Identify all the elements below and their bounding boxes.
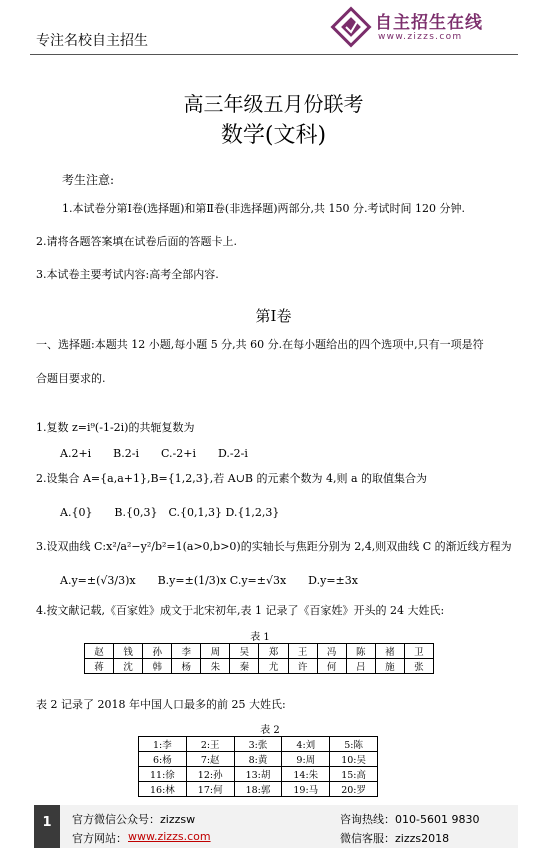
section-intro-line1: 一、选择题:本题共 12 小题,每小题 5 分,共 60 分.在每小题给出的四个选项中,只有一项是符	[36, 338, 484, 351]
footer-site-label: 官方网站：	[72, 832, 127, 845]
table-row	[85, 644, 434, 659]
table2	[138, 736, 378, 797]
note-item-2: 2.请将各题答案填在试卷后面的答题卡上.	[36, 235, 237, 248]
table-cell: 张	[404, 659, 433, 674]
table-cell: 9:周	[282, 752, 330, 767]
table-cell: 赵	[85, 644, 114, 659]
header-divider	[30, 54, 518, 55]
table-cell: 12:孙	[186, 767, 234, 782]
table1-caption: 表 1	[250, 632, 270, 643]
table-cell: 蒋	[85, 659, 114, 674]
table-cell: 4:刘	[282, 737, 330, 752]
table-cell: 何	[317, 659, 346, 674]
question-4-stem: 4.按文献记载,《百家姓》成文于北宋初年,表 1 记录了《百家姓》开头的 24 大姓氏:	[36, 604, 445, 617]
table-cell: 李	[172, 644, 201, 659]
table-cell: 19:马	[282, 782, 330, 797]
table-cell: 冯	[317, 644, 346, 659]
question-1-stem: 1.复数 z=i⁹(-1-2i)的共轭复数为	[36, 421, 195, 434]
table-cell: 吕	[346, 659, 375, 674]
logo-title: 自主招生在线	[375, 13, 483, 33]
table-cell: 许	[288, 659, 317, 674]
question-3-stem: 3.设双曲线 C:x²/a²−y²/b²=1(a>0,b>0)的实轴长与焦距分别为 2,4,则双曲线 C 的渐近线方程为	[36, 540, 512, 553]
table-cell: 1:李	[139, 737, 187, 752]
table-cell: 杨	[172, 659, 201, 674]
logo-url: www.zizzs.com	[378, 32, 463, 42]
logo-icon	[330, 6, 374, 50]
table-cell: 17:何	[186, 782, 234, 797]
exam-title: 高三年级五月份联考	[183, 92, 364, 116]
table-cell: 11:徐	[139, 767, 187, 782]
table-cell: 20:罗	[330, 782, 378, 797]
footer-site-link[interactable]: www.zizzs.com	[128, 830, 211, 843]
note-item-3: 3.本试卷主要考试内容:高考全部内容.	[36, 268, 219, 281]
table-cell: 卫	[404, 644, 433, 659]
exam-subject: 数学(文科)	[220, 123, 327, 148]
table-cell: 18:郭	[234, 782, 282, 797]
table-cell: 褚	[375, 644, 404, 659]
table-cell: 8:黄	[234, 752, 282, 767]
footer-service: 微信客服：zizzs2018	[340, 832, 450, 845]
table-cell: 15:高	[330, 767, 378, 782]
question-2-stem: 2.设集合 A={a,a+1},B={1,2,3},若 A∪B 的元素个数为 4,则 a 的取值集合为	[36, 472, 428, 485]
footer-wechat: 官方微信公众号：zizzsw	[72, 813, 196, 826]
table-cell: 施	[375, 659, 404, 674]
table2-intro: 表 2 记录了 2018 年中国人口最多的前 25 大姓氏:	[36, 698, 286, 711]
table-row	[139, 737, 378, 752]
question-3-options: A.y=±(√3/3)x B.y=±(1/3)x C.y=±√3x D.y=±3x	[60, 574, 358, 587]
page-number: 1	[34, 805, 60, 848]
section-title: 第Ⅰ卷	[255, 307, 292, 325]
table2-caption: 表 2	[260, 725, 280, 736]
table-row	[139, 767, 378, 782]
note-item-1: 1.本试卷分第Ⅰ卷(选择题)和第Ⅱ卷(非选择题)两部分,共 150 分.考试时间 120 分钟.	[62, 202, 465, 215]
table-cell: 2:王	[186, 737, 234, 752]
footer-hotline: 咨询热线：010-5601 9830	[340, 813, 480, 826]
table-cell: 韩	[143, 659, 172, 674]
table-cell: 16:林	[139, 782, 187, 797]
table-cell: 尤	[259, 659, 288, 674]
table-cell: 孙	[143, 644, 172, 659]
table-cell: 王	[288, 644, 317, 659]
table-cell: 陈	[346, 644, 375, 659]
table-cell: 秦	[230, 659, 259, 674]
table-cell: 钱	[114, 644, 143, 659]
header-left-text: 专注名校自主招生	[36, 33, 148, 49]
table-cell: 3:张	[234, 737, 282, 752]
notes-heading: 考生注意:	[62, 173, 115, 187]
table-cell: 周	[201, 644, 230, 659]
table-row	[85, 659, 434, 674]
table1	[84, 643, 434, 674]
table-cell: 沈	[114, 659, 143, 674]
table-cell: 13:胡	[234, 767, 282, 782]
table-cell: 郑	[259, 644, 288, 659]
table-cell: 7:赵	[186, 752, 234, 767]
question-1-options: A.2+i B.2-i C.-2+i D.-2-i	[60, 447, 248, 460]
table-cell: 14:朱	[282, 767, 330, 782]
table-cell: 10:吴	[330, 752, 378, 767]
table-cell: 吴	[230, 644, 259, 659]
table-row	[139, 752, 378, 767]
question-2-options: A.{0} B.{0,3} C.{0,1,3} D.{1,2,3}	[60, 506, 280, 519]
table-cell: 朱	[201, 659, 230, 674]
table-row	[139, 782, 378, 797]
section-intro-line2: 合题目要求的.	[36, 372, 106, 385]
table-cell: 5:陈	[330, 737, 378, 752]
table-cell: 6:杨	[139, 752, 187, 767]
